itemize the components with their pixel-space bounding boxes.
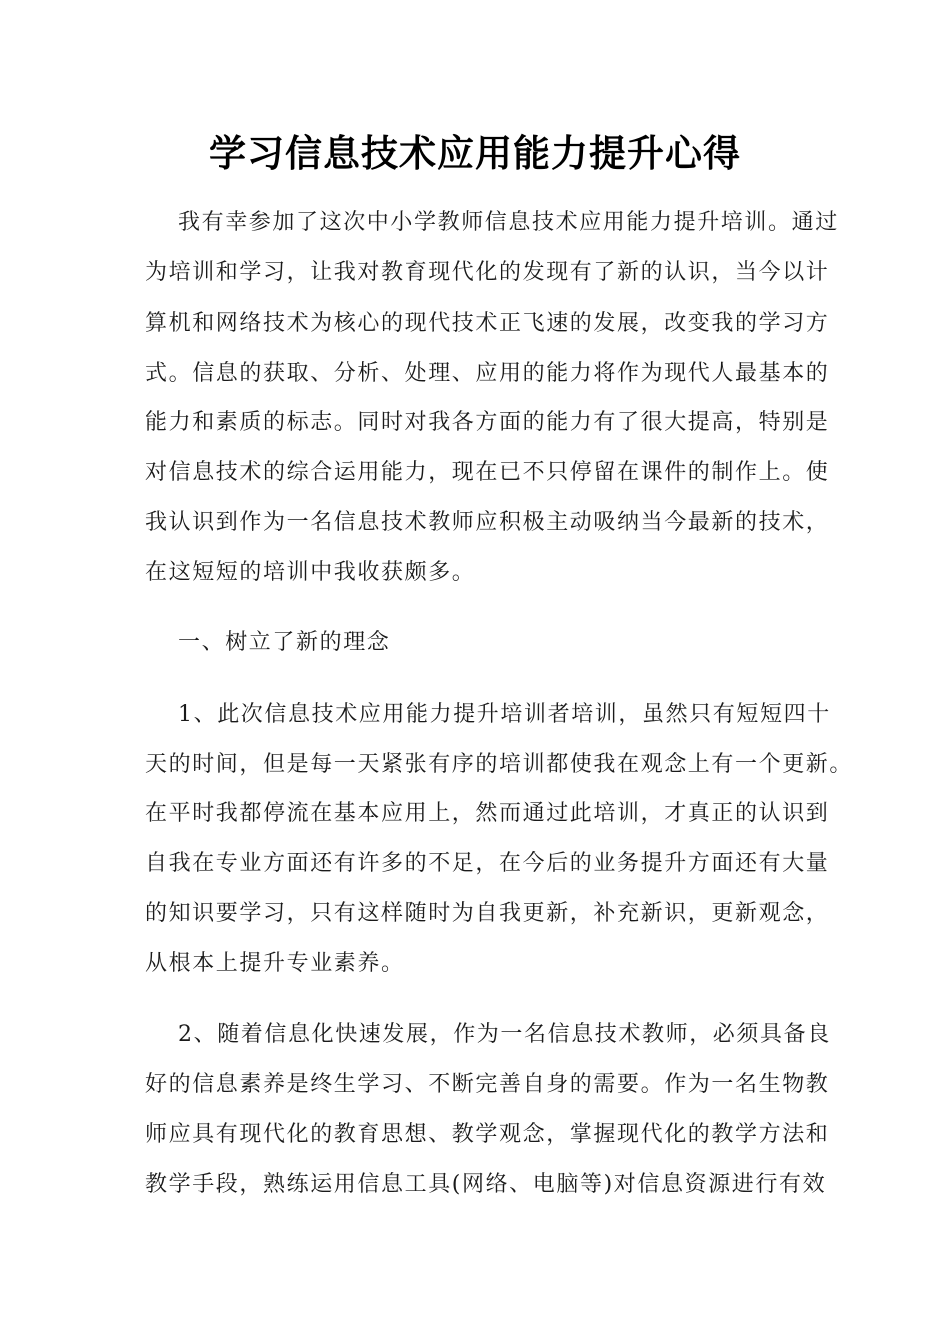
paragraph-3-line: 好的信息素养是终生学习、不断完善自身的需要。作为一名生物教 xyxy=(145,1072,830,1097)
document-title: 学习信息技术应用能力提升心得 xyxy=(209,131,741,175)
paragraph-1-line: 在这短短的培训中我收获颇多。 xyxy=(145,560,476,585)
paragraph-2-line: 1、此次信息技术应用能力提升培训者培训，虽然只有短短四十 xyxy=(178,702,831,727)
paragraph-1-line: 我认识到作为一名信息技术教师应积极主动吸纳当今最新的技术， xyxy=(145,510,830,535)
paragraph-3-line: 教学手段，熟练运用信息工具(网络、电脑等)对信息资源进行有效 xyxy=(145,1172,827,1197)
paragraph-3-line: 2、随着信息化快速发展，作为一名信息技术教师，必须具备良 xyxy=(178,1022,831,1047)
paragraph-1-line: 算机和网络技术为核心的现代技术正飞速的发展，改变我的学习方 xyxy=(145,311,830,336)
paragraph-1-line: 对信息技术的综合运用能力，现在已不只停留在课件的制作上。使 xyxy=(145,460,830,485)
paragraph-1-line: 能力和素质的标志。同时对我各方面的能力有了很大提高，特别是 xyxy=(145,410,830,435)
paragraph-1-line: 为培训和学习，让我对教育现代化的发现有了新的认识，当今以计 xyxy=(145,260,830,285)
paragraph-2-line: 自我在专业方面还有许多的不足，在今后的业务提升方面还有大量 xyxy=(145,851,830,876)
paragraph-2-line: 从根本上提升专业素养。 xyxy=(145,951,405,976)
section-heading: 一、树立了新的理念 xyxy=(178,630,391,655)
paragraph-2-line: 在平时我都停流在基本应用上，然而通过此培训，才真正的认识到 xyxy=(145,801,830,826)
paragraph-2-line: 的知识要学习，只有这样随时为自我更新，补充新识，更新观念， xyxy=(145,901,830,926)
paragraph-1-line: 我有幸参加了这次中小学教师信息技术应用能力提升培训。通过 xyxy=(178,210,839,235)
paragraph-2-line: 天的时间，但是每一天紧张有序的培训都使我在观念上有一个更新。 xyxy=(145,752,854,777)
paragraph-3-line: 师应具有现代化的教育思想、教学观念，掌握现代化的教学方法和 xyxy=(145,1122,830,1147)
paragraph-1-line: 式。信息的获取、分析、处理、应用的能力将作为现代人最基本的 xyxy=(145,361,830,386)
